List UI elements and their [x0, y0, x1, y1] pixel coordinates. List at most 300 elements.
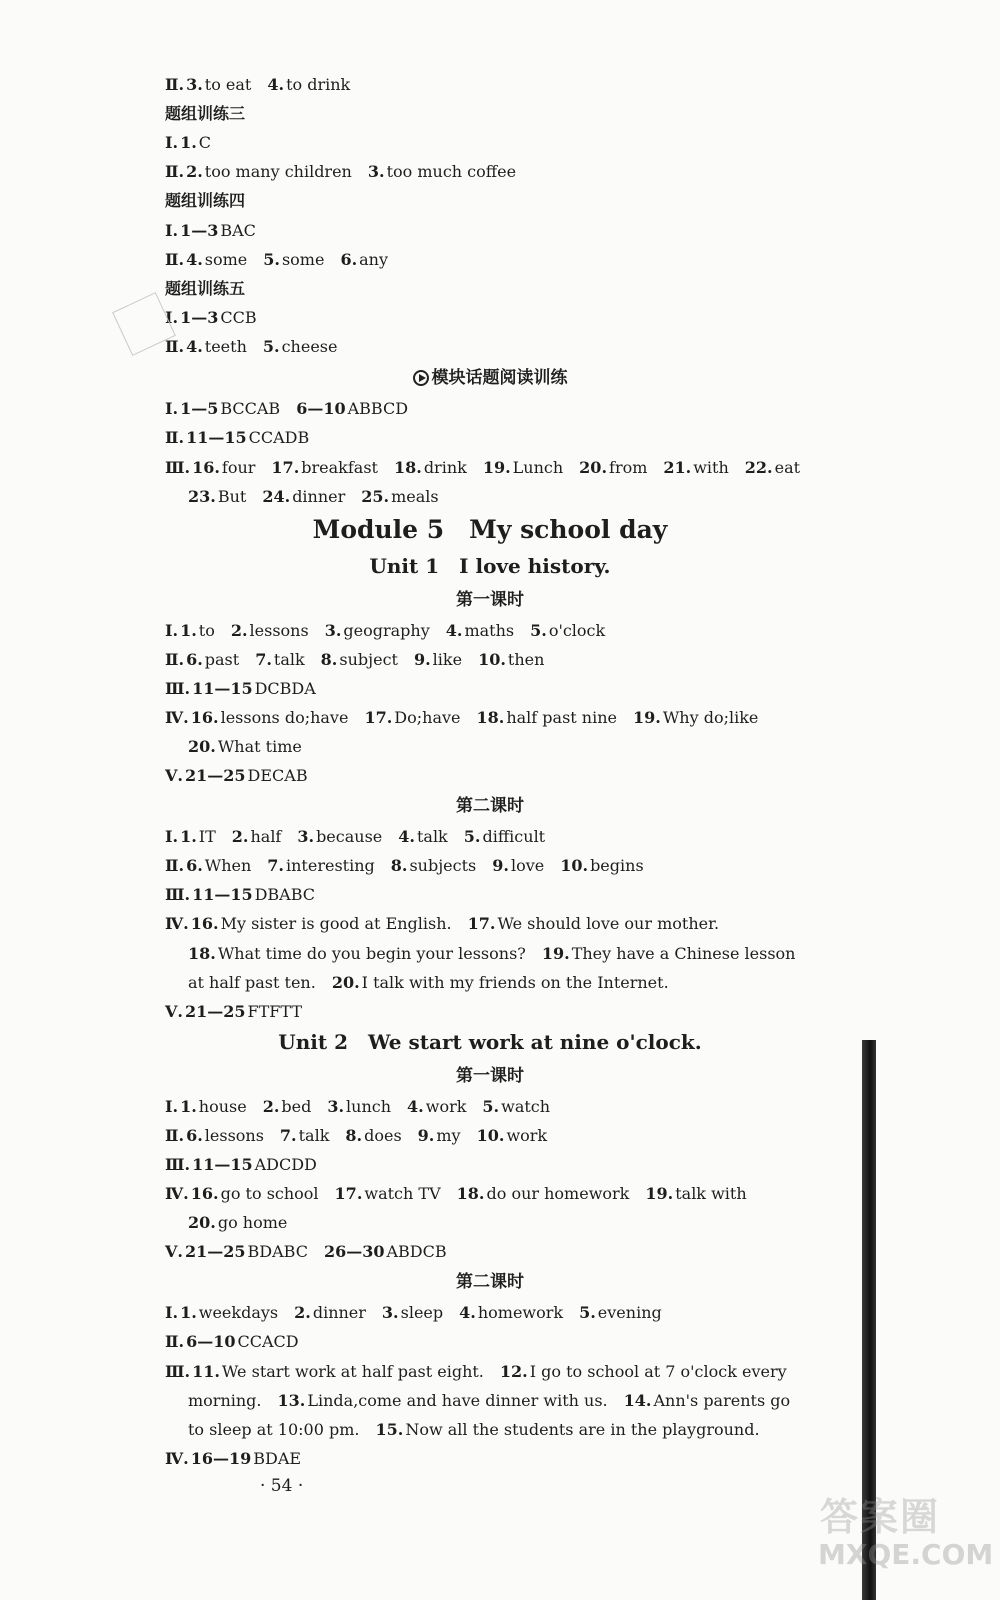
- question-number: 26—30: [323, 1242, 385, 1261]
- answer-text: some: [204, 250, 248, 269]
- answer-text: DECAB: [247, 766, 308, 785]
- answer-item: [192, 1362, 484, 1381]
- answer-text: do our homework: [486, 1184, 630, 1203]
- question-number: 16.: [192, 458, 220, 477]
- question-number: 5.: [579, 1303, 596, 1322]
- answer-item: [468, 914, 719, 933]
- answer-item: [579, 1303, 662, 1322]
- answer-item: [280, 1126, 329, 1145]
- question-number: 6—10: [296, 399, 346, 418]
- answer-text: interesting: [286, 856, 375, 875]
- question-number: 9.: [413, 650, 431, 669]
- answer-line: [165, 620, 865, 642]
- answer-text: watch TV: [364, 1184, 441, 1203]
- answer-item: [180, 621, 215, 640]
- answer-line: [165, 1154, 865, 1176]
- question-number: 4.: [267, 75, 285, 94]
- answer-text: maths: [464, 621, 515, 640]
- question-number: 8.: [390, 856, 408, 875]
- section-numeral: Ⅱ.: [165, 428, 185, 447]
- question-number: 4.: [459, 1303, 476, 1322]
- section-numeral: Ⅲ.: [165, 679, 191, 698]
- answer-text: BDABC: [247, 1242, 308, 1261]
- question-number: 19.: [633, 708, 661, 727]
- answer-text: then: [507, 650, 545, 669]
- answer-item: [186, 1126, 264, 1145]
- section-numeral: Ⅰ.: [165, 827, 179, 846]
- question-number: 5.: [463, 827, 481, 846]
- question-number: 1.: [180, 621, 197, 640]
- question-number: 5.: [263, 250, 280, 269]
- question-number: 3.: [381, 1303, 399, 1322]
- answer-text: to eat: [204, 75, 252, 94]
- section-numeral: Ⅳ.: [165, 708, 189, 727]
- question-number: 9.: [492, 856, 509, 875]
- question-number: 1.: [180, 133, 197, 152]
- answer-text: lessons: [204, 1126, 264, 1145]
- question-number: 16.: [190, 1184, 219, 1203]
- answer-item: [327, 1097, 391, 1116]
- answer-text: difficult: [482, 827, 546, 846]
- answer-text: DCBDA: [254, 679, 316, 698]
- question-number: 1.: [180, 1097, 197, 1116]
- answer-item: [332, 973, 669, 992]
- question-number: 4.: [445, 621, 463, 640]
- group-heading: 题组训练五: [165, 279, 246, 298]
- question-number: 18.: [456, 1184, 485, 1203]
- question-number: 1.: [180, 1303, 197, 1322]
- answer-line: [188, 486, 888, 508]
- question-number: 6—10: [186, 1332, 236, 1351]
- section-numeral: Ⅱ.: [165, 337, 185, 356]
- answer-text: past: [204, 650, 240, 669]
- answer-text: weekdays: [198, 1303, 279, 1322]
- unit1-lesson2-title: 第二课时: [456, 796, 524, 816]
- question-number: 2.: [186, 162, 203, 181]
- answer-text: at half past ten.: [188, 973, 316, 992]
- answer-line: [165, 765, 865, 787]
- answer-item: [192, 1155, 317, 1174]
- section-numeral: Ⅱ.: [165, 1126, 185, 1145]
- answer-text: half: [250, 827, 282, 846]
- unit2-lesson1-title: 第一课时: [456, 1066, 524, 1086]
- answer-item: [542, 944, 796, 963]
- answer-item: [192, 458, 255, 477]
- question-number: 20.: [188, 1213, 216, 1232]
- answer-item: [263, 337, 338, 356]
- answer-line: [188, 1390, 888, 1412]
- question-number: 6.: [186, 1126, 203, 1145]
- answer-item: [483, 458, 563, 477]
- answer-text: cheese: [281, 337, 338, 356]
- question-number: 2.: [262, 1097, 280, 1116]
- question-number: 11—15: [192, 679, 253, 698]
- answer-line: [165, 74, 865, 96]
- unit2-lesson2-title: 第二课时: [456, 1272, 524, 1292]
- answer-text: with: [693, 458, 729, 477]
- answer-text: Linda,come and have dinner with us.: [307, 1391, 608, 1410]
- answer-text: love: [510, 856, 545, 875]
- answer-item: [191, 708, 349, 727]
- watermark-url: MXQE.COM: [818, 1538, 994, 1571]
- answer-item: [457, 1184, 630, 1203]
- section-numeral: Ⅰ.: [165, 1303, 179, 1322]
- answer-text: bed: [281, 1097, 312, 1116]
- section-numeral: Ⅱ.: [165, 162, 185, 181]
- answer-item: [186, 250, 247, 269]
- answer-item: [464, 827, 545, 846]
- answer-text: lunch: [346, 1097, 392, 1116]
- answer-item: [180, 827, 216, 846]
- answer-text: go home: [217, 1213, 288, 1232]
- answer-text: sleep: [400, 1303, 444, 1322]
- question-number: 3.: [186, 75, 203, 94]
- answer-text: teeth: [204, 337, 247, 356]
- answer-line: [165, 1241, 865, 1263]
- section-numeral: Ⅳ.: [165, 1184, 189, 1203]
- answer-text: breakfast: [301, 458, 378, 477]
- answer-text: BCCAB: [220, 399, 281, 418]
- answer-item: [191, 914, 452, 933]
- answer-text: DBABC: [254, 885, 316, 904]
- answer-text: CCACD: [237, 1332, 299, 1351]
- answer-text: BDAE: [253, 1449, 302, 1468]
- question-number: 24.: [262, 487, 291, 506]
- answer-text: CCADB: [248, 428, 310, 447]
- answer-item: [325, 621, 430, 640]
- answer-item: [263, 250, 324, 269]
- answer-item: [324, 1242, 447, 1261]
- question-number: 10.: [560, 856, 589, 875]
- answer-item: [645, 1184, 746, 1203]
- answer-item: [663, 458, 728, 477]
- answer-line: [165, 1361, 865, 1383]
- answer-item: [255, 650, 304, 669]
- section-numeral: Ⅱ.: [165, 650, 185, 669]
- answer-item: [188, 944, 526, 963]
- answer-item: [188, 737, 302, 756]
- answer-text: house: [198, 1097, 247, 1116]
- answer-text: FTFTT: [247, 1002, 303, 1021]
- answer-text: ABDCB: [386, 1242, 447, 1261]
- answer-item: [188, 1391, 262, 1410]
- answer-item: [391, 856, 477, 875]
- answer-item: [340, 250, 388, 269]
- question-number: 17.: [271, 458, 300, 477]
- answer-item: [180, 399, 280, 418]
- question-number: 8.: [320, 650, 338, 669]
- question-number: 16.: [190, 708, 219, 727]
- answer-line: [165, 307, 865, 329]
- answer-text: watch: [501, 1097, 551, 1116]
- question-number: 20.: [579, 458, 608, 477]
- answer-text: But: [217, 487, 247, 506]
- answer-item: [186, 428, 309, 447]
- answer-item: [180, 308, 257, 327]
- answer-item: [394, 458, 467, 477]
- section-numeral: Ⅳ.: [165, 1449, 189, 1468]
- section-numeral: Ⅰ.: [165, 308, 179, 327]
- answer-item: [180, 133, 211, 152]
- answer-text: We start work at half past eight.: [221, 1362, 484, 1381]
- section-numeral: Ⅴ.: [165, 766, 183, 785]
- answer-text: eat: [774, 458, 801, 477]
- answer-line: [165, 427, 865, 449]
- question-number: 7.: [279, 1126, 297, 1145]
- answer-item: [186, 162, 352, 181]
- answer-item: [335, 1184, 441, 1203]
- answer-item: [477, 1126, 548, 1145]
- question-number: 10.: [478, 650, 506, 669]
- section-numeral: Ⅰ.: [165, 621, 179, 640]
- section-numeral: Ⅱ.: [165, 1332, 185, 1351]
- answer-item: [368, 162, 516, 181]
- answer-line: [165, 884, 865, 906]
- answer-item: [186, 75, 251, 94]
- answer-item: [364, 708, 460, 727]
- question-number: 14.: [623, 1391, 652, 1410]
- answer-line: [188, 972, 888, 994]
- section-numeral: Ⅱ.: [165, 75, 185, 94]
- answer-item: [271, 458, 378, 477]
- answer-item: [414, 650, 462, 669]
- answer-text: evening: [597, 1303, 662, 1322]
- answer-text: We should love our mother.: [497, 914, 720, 933]
- question-number: 5.: [482, 1097, 500, 1116]
- section-title-text: 模块话题阅读训练: [431, 368, 568, 388]
- answer-text: meals: [391, 487, 439, 506]
- answer-text: talk: [416, 827, 448, 846]
- section-numeral: Ⅰ.: [165, 399, 179, 418]
- answer-text: morning.: [188, 1391, 262, 1410]
- question-number: 5.: [262, 337, 280, 356]
- answer-line: [165, 1096, 865, 1118]
- answer-line: [165, 336, 865, 358]
- question-number: 18.: [393, 458, 422, 477]
- section-numeral: Ⅰ.: [165, 133, 179, 152]
- answer-text: work: [506, 1126, 548, 1145]
- section-numeral: Ⅲ.: [165, 1362, 191, 1381]
- answer-text: half past nine: [506, 708, 617, 727]
- answer-item: [185, 1242, 308, 1261]
- question-number: 19.: [482, 458, 511, 477]
- answer-text: When: [204, 856, 252, 875]
- answer-text: My sister is good at English.: [220, 914, 452, 933]
- answer-text: because: [316, 827, 383, 846]
- answer-item: [186, 337, 247, 356]
- answer-text: does: [364, 1126, 402, 1145]
- answer-item: [188, 973, 316, 992]
- answer-item: [180, 1303, 278, 1322]
- answer-line: [188, 943, 888, 965]
- answer-text: begins: [590, 856, 644, 875]
- question-number: 16—19: [190, 1449, 252, 1468]
- answer-text: drink: [423, 458, 467, 477]
- answer-text: geography: [343, 621, 430, 640]
- question-number: 11.: [192, 1362, 220, 1381]
- answer-line: [165, 826, 865, 848]
- question-number: 21—25: [184, 766, 246, 785]
- answer-text: subjects: [409, 856, 477, 875]
- answer-text: What time do you begin your lessons?: [217, 944, 526, 963]
- section-numeral: Ⅰ.: [165, 221, 179, 240]
- answer-line: [165, 649, 865, 671]
- answer-text: BAC: [220, 221, 256, 240]
- question-number: 9.: [417, 1126, 435, 1145]
- question-number: 21.: [663, 458, 692, 477]
- question-number: 11—15: [192, 1155, 253, 1174]
- answer-item: [624, 1391, 791, 1410]
- question-number: 13.: [277, 1391, 306, 1410]
- answer-text: go to school: [220, 1184, 319, 1203]
- answer-text: They have a Chinese lesson: [571, 944, 796, 963]
- section-numeral: Ⅲ.: [165, 885, 191, 904]
- answer-text: like: [432, 650, 463, 669]
- answer-text: to drink: [286, 75, 351, 94]
- answer-item: [267, 856, 374, 875]
- question-number: 6.: [186, 650, 203, 669]
- answer-item: [407, 1097, 466, 1116]
- answer-item: [500, 1362, 787, 1381]
- answer-line: [165, 161, 865, 183]
- answer-item: [186, 856, 251, 875]
- answer-item: [186, 1332, 299, 1351]
- question-number: 7.: [255, 650, 272, 669]
- question-number: 3.: [367, 162, 385, 181]
- answer-item: [398, 827, 447, 846]
- answer-line: [188, 736, 888, 758]
- answer-line: [165, 398, 865, 420]
- answer-text: work: [425, 1097, 467, 1116]
- answer-line: [165, 855, 865, 877]
- question-number: 1—3: [180, 308, 219, 327]
- answer-text: to sleep at 10:00 pm.: [188, 1420, 360, 1439]
- question-number: 2.: [294, 1303, 311, 1322]
- answer-item: [633, 708, 758, 727]
- answer-text: four: [221, 458, 256, 477]
- answer-item: [191, 1184, 319, 1203]
- question-number: 18.: [188, 944, 216, 963]
- question-number: 4.: [398, 827, 415, 846]
- question-number: 3.: [297, 827, 315, 846]
- answer-item: [185, 1002, 302, 1021]
- answer-line: [165, 249, 865, 271]
- question-number: 4.: [407, 1097, 424, 1116]
- answer-text: I talk with my friends on the Internet.: [361, 973, 669, 992]
- answer-text: lessons do;have: [220, 708, 349, 727]
- question-number: 25.: [361, 487, 390, 506]
- answer-line: [165, 1183, 865, 1205]
- answer-text: dinner: [292, 487, 346, 506]
- answer-text: Lunch: [512, 458, 564, 477]
- answer-text: IT: [198, 827, 216, 846]
- unit1-lesson1-title: 第一课时: [456, 590, 524, 610]
- answer-item: [478, 650, 544, 669]
- answer-line: [165, 1448, 865, 1470]
- question-number: 17.: [334, 1184, 363, 1203]
- question-number: 15.: [375, 1420, 404, 1439]
- answer-text: some: [281, 250, 325, 269]
- answer-text: Now all the students are in the playground.: [405, 1420, 760, 1439]
- answer-text: talk: [273, 650, 305, 669]
- answer-line: [188, 1419, 888, 1441]
- answer-item: [231, 621, 309, 640]
- section-numeral: Ⅲ.: [165, 458, 191, 477]
- question-number: 16.: [190, 914, 219, 933]
- answer-text: too much coffee: [386, 162, 517, 181]
- question-number: 18.: [476, 708, 505, 727]
- answer-item: [345, 1126, 401, 1145]
- section-title: [0, 367, 980, 389]
- question-number: 17.: [467, 914, 496, 933]
- play-circle-icon: [413, 370, 429, 386]
- question-number: 10.: [476, 1126, 505, 1145]
- question-number: 21—25: [184, 1002, 246, 1021]
- answer-line: [165, 678, 865, 700]
- answer-item: [459, 1303, 563, 1322]
- answer-item: [382, 1303, 443, 1322]
- question-number: 20.: [188, 737, 216, 756]
- question-number: 17.: [364, 708, 393, 727]
- answer-text: Ann's parents go: [653, 1391, 791, 1410]
- answer-item: [188, 1213, 287, 1232]
- answer-text: C: [198, 133, 212, 152]
- unit1-title: Unit 1 I love history.: [369, 554, 611, 578]
- answer-text: What time: [217, 737, 302, 756]
- answer-text: I go to school at 7 o'clock every: [529, 1362, 787, 1381]
- question-number: 12.: [499, 1362, 528, 1381]
- watermark-logo: 答案圈: [820, 1495, 941, 1539]
- question-number: 20.: [331, 973, 360, 992]
- answer-item: [579, 458, 647, 477]
- answer-text: ABBCD: [347, 399, 409, 418]
- question-number: 6.: [186, 856, 203, 875]
- answer-item: [530, 621, 605, 640]
- question-number: 19.: [645, 1184, 674, 1203]
- answer-item: [482, 1097, 550, 1116]
- answer-text: talk with: [675, 1184, 747, 1203]
- answer-item: [297, 827, 382, 846]
- answer-text: talk: [298, 1126, 330, 1145]
- answer-line: [165, 1302, 865, 1324]
- answer-line: [165, 707, 865, 729]
- section-numeral: Ⅴ.: [165, 1002, 183, 1021]
- question-number: 8.: [345, 1126, 363, 1145]
- question-number: 4.: [186, 250, 203, 269]
- answer-item: [192, 679, 316, 698]
- question-number: 11—15: [186, 428, 247, 447]
- section-numeral: Ⅴ.: [165, 1242, 183, 1261]
- answer-item: [180, 221, 256, 240]
- answer-item: [446, 621, 514, 640]
- question-number: 6.: [340, 250, 358, 269]
- answer-item: [296, 399, 408, 418]
- answer-item: [418, 1126, 461, 1145]
- answer-item: [262, 487, 345, 506]
- answer-item: [263, 1097, 312, 1116]
- answer-text: to: [198, 621, 215, 640]
- question-number: 19.: [541, 944, 570, 963]
- group-heading: 题组训练四: [165, 191, 246, 210]
- question-number: 1—3: [180, 221, 219, 240]
- answer-line: [165, 1001, 865, 1023]
- question-number: 5.: [530, 621, 547, 640]
- answer-item: [560, 856, 643, 875]
- question-number: 11—15: [192, 885, 253, 904]
- answer-item: [476, 708, 617, 727]
- answer-text: too many children: [204, 162, 352, 181]
- answer-item: [376, 1420, 760, 1439]
